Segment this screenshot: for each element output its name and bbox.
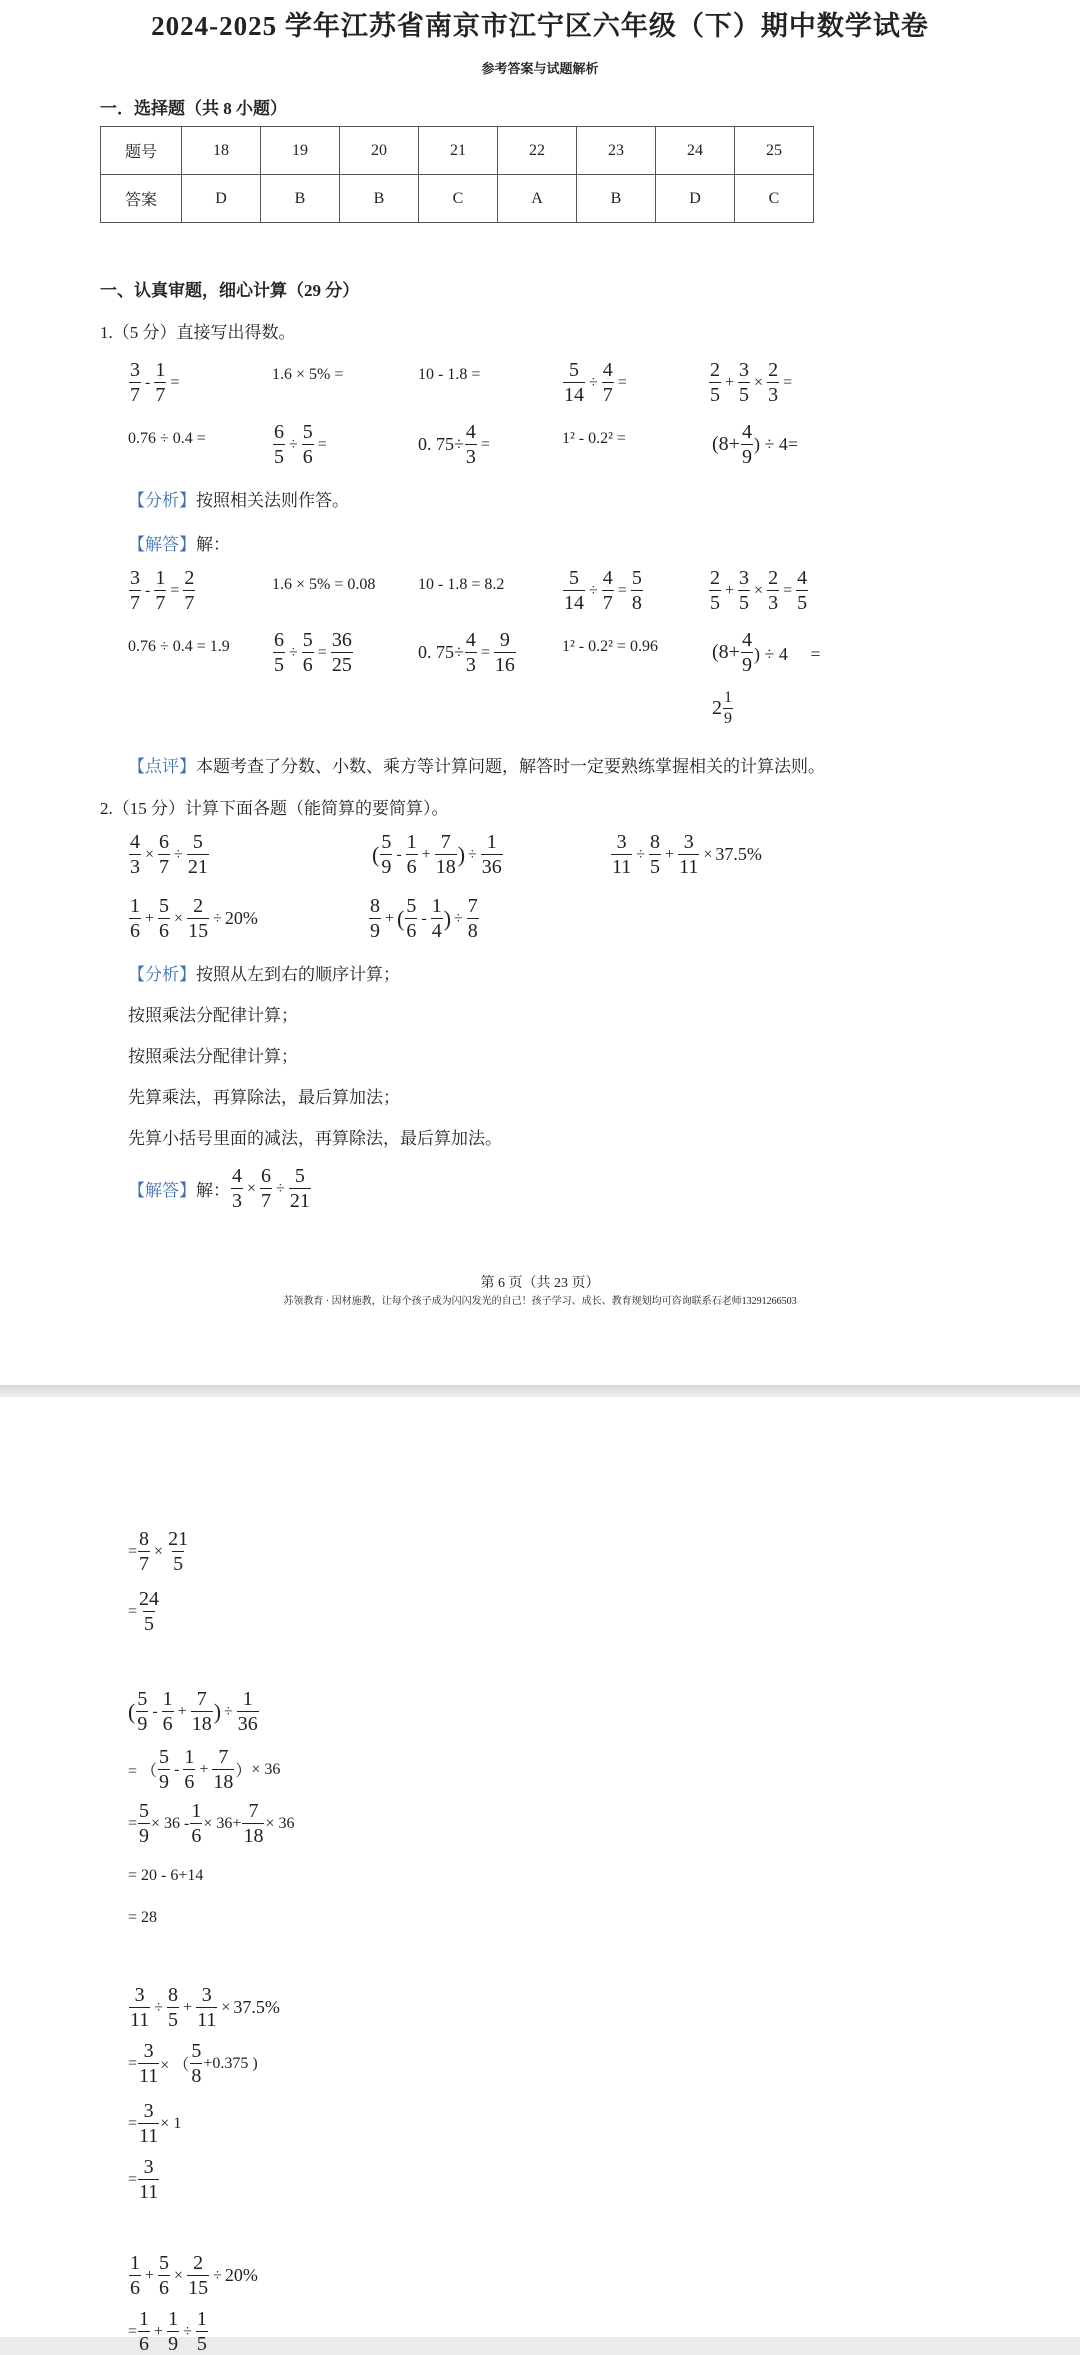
table-cell: 20 <box>340 127 419 175</box>
q1-ans-3: 10 - 1.8 = 8.2 <box>418 576 505 593</box>
page-separator <box>0 1385 1080 1397</box>
q2-analysis-line-2: 按照乘法分配律计算； <box>128 1006 298 1025</box>
s2-line-5: = 28 <box>128 1909 158 1926</box>
table-cell: C <box>419 175 498 223</box>
q2-analysis-line-4: 先算乘法，再算除法，最后算加法； <box>128 1088 400 1107</box>
q1-comment: 【点评】本题考查了分数、小数、乘方等计算问题，解答时一定要熟练掌握相关的计算法则。 <box>128 757 825 776</box>
comment-tag: 【点评】 <box>128 757 196 776</box>
table-header-cell: 题号 <box>101 127 182 175</box>
q2-answer-start: 【解答】 解： $\frac{4}{3}$ × $\frac{6}{7}$ ÷ $\frac{5}{21}$ <box>128 1165 310 1212</box>
q2-expr-5: $\frac{8}{9}$ + ( $\frac{5}{6}$ - $\frac{1}{4}$ ) ÷ $\frac{7}{8}$ <box>370 895 478 942</box>
s3-line-2: = $\frac{3}{11}$ × （ $\frac{5}{8}$ +0.375 ) <box>128 2040 258 2087</box>
table-cell: D <box>656 175 735 223</box>
s2-line-2: = （ $\frac{5}{9}$ - $\frac{1}{6}$ + $\frac{7}{18}$ ） × 36 <box>128 1746 281 1793</box>
choice-section-heading: 一．选择题（共 8 小题） <box>100 99 287 118</box>
table-cell: A <box>498 175 577 223</box>
table-cell: 18 <box>182 127 261 175</box>
answer-table <box>100 126 814 223</box>
page-number: 第 6 页（共 23 页） <box>480 1276 600 1291</box>
answer-tag: 【解答】 <box>128 535 196 554</box>
calc-section-heading: 一、认真审题，细心计算（29 分） <box>100 281 360 300</box>
s2-line-1: ( $\frac{5}{9}$ - $\frac{1}{6}$ + $\frac{7}{18}$ ) ÷ $\frac{1}{36}$ <box>128 1688 258 1735</box>
table-cell: C <box>735 175 814 223</box>
q1-ans-5: $\frac{2}{5}$ + $\frac{3}{5}$ × $\frac{2}{3}$ = $\frac{4}{5}$ <box>710 567 808 614</box>
page-title: 2024-2025 学年江苏省南京市江宁区六年级（下）期中数学试卷 <box>151 11 929 41</box>
q1-expr-8: 0. 75÷ $\frac{4}{3}$ = <box>418 421 490 468</box>
q1-expr-5: $\frac{2}{5}$ + $\frac{3}{5}$ × $\frac{2}{3}$ = <box>710 359 793 406</box>
table-cell: B <box>261 175 340 223</box>
q1-ans-7: $\frac{6}{5}$ ÷ $\frac{5}{6}$ = $\frac{36}{25}$ <box>274 629 352 676</box>
q2-analysis: 【分析】按照从左到右的顺序计算； <box>128 965 400 984</box>
table-cell: 23 <box>577 127 656 175</box>
q1-expr-4: $\frac{5}{14}$ ÷ $\frac{4}{7}$ = <box>564 359 627 406</box>
q1-ans-1: $\frac{3}{7}$ - $\frac{1}{7}$ = $\frac{2}{7}$ <box>130 567 195 614</box>
q1-ans-10-result: 2 $\frac{1}{9}$ <box>712 689 732 727</box>
s4-line-1: $\frac{1}{6}$ + $\frac{5}{6}$ × $\frac{2}{15}$ ÷ 20% <box>130 2252 258 2299</box>
q2-expr-3: $\frac{3}{11}$ ÷ $\frac{8}{5}$ + $\frac{3}{11}$ × 37.5% <box>612 831 762 878</box>
table-cell: D <box>182 175 261 223</box>
table-cell: 19 <box>261 127 340 175</box>
s1-line-3: = $\frac{24}{5}$ <box>128 1588 160 1635</box>
q2-expr-2: ( $\frac{5}{9}$ - $\frac{1}{6}$ + $\frac{7}{18}$ ) ÷ $\frac{1}{36}$ <box>372 831 502 878</box>
s3-line-4: = $\frac{3}{11}$ <box>128 2156 159 2203</box>
q1-ans-6: 0.76 ÷ 0.4 = 1.9 <box>128 638 230 655</box>
q2-stem: 2.（15 分）计算下面各题（能简算的要简算）。 <box>100 799 449 818</box>
table-cell: 25 <box>735 127 814 175</box>
q2-expr-1: $\frac{4}{3}$ × $\frac{6}{7}$ ÷ $\frac{5}{21}$ <box>130 831 208 878</box>
table-cell: B <box>340 175 419 223</box>
q1-ans-4: $\frac{5}{14}$ ÷ $\frac{4}{7}$ = $\frac{5}{8}$ <box>564 567 642 614</box>
table-cell: 21 <box>419 127 498 175</box>
q1-expr-9: 1² - 0.2² = <box>562 430 626 447</box>
q1-ans-9: 1² - 0.2² = 0.96 <box>562 638 658 655</box>
q2-analysis-line-3: 按照乘法分配律计算； <box>128 1047 298 1066</box>
q1-expr-2: 1.6 × 5% = <box>272 366 344 383</box>
q1-expr-10: (8+ $\frac{4}{9}$ ) ÷ 4= <box>712 421 798 468</box>
q1-expr-1: $\frac{3}{7}$ - $\frac{1}{7}$ = <box>130 359 180 406</box>
s4-line-2-partial: = $\frac{1}{6}$ + $\frac{1}{9}$ ÷ $\frac{1}{5}$ <box>128 2308 207 2355</box>
s3-line-3: = $\frac{3}{11}$ × 1 <box>128 2100 182 2147</box>
q1-expr-3: 10 - 1.8 = <box>418 366 481 383</box>
analysis-tag: 【分析】 <box>128 965 196 984</box>
q1-answer-label: 【解答】解： <box>128 535 230 554</box>
s2-line-4: = 20 - 6+14 <box>128 1867 204 1884</box>
table-cell: B <box>577 175 656 223</box>
q2-analysis-line-5: 先算小括号里面的减法，再算除法，最后算加法。 <box>128 1129 502 1148</box>
q2-expr-4: $\frac{1}{6}$ + $\frac{5}{6}$ × $\frac{2}{15}$ ÷ 20% <box>130 895 258 942</box>
q1-ans-10: (8+ $\frac{4}{9}$ ) ÷ 4 = <box>712 629 821 676</box>
table-cell: 22 <box>498 127 577 175</box>
q1-ans-8: 0. 75÷ $\frac{4}{3}$ = $\frac{9}{16}$ <box>418 629 515 676</box>
table-row-answers <box>101 175 814 223</box>
q1-analysis: 【分析】按照相关法则作答。 <box>128 491 349 510</box>
q1-ans-2: 1.6 × 5% = 0.08 <box>272 576 376 593</box>
answer-page-7 <box>0 1397 1080 2355</box>
s2-line-3: = $\frac{5}{9}$ × 36 - $\frac{1}{6}$ × 36+ $\frac{7}{18}$ × 36 <box>128 1800 295 1847</box>
s1-line-2: = $\frac{8}{7}$ × $\frac{21}{5}$ <box>128 1528 189 1575</box>
q1-stem: 1.（5 分）直接写出得数。 <box>100 323 296 342</box>
q1-expr-6: 0.76 ÷ 0.4 = <box>128 430 206 447</box>
footer-ad: 苏领教育 · 因材施教，让每个孩子成为闪闪发光的自己！孩子学习、成长、教育规划均可咨询联系石老师13291266503 <box>283 1296 797 1307</box>
page-subtitle: 参考答案与试题解析 <box>481 61 599 76</box>
table-row-numbers <box>101 127 814 175</box>
table-header-cell: 答案 <box>101 175 182 223</box>
analysis-tag: 【分析】 <box>128 491 196 510</box>
s3-line-1: $\frac{3}{11}$ ÷ $\frac{8}{5}$ + $\frac{3}{11}$ × 37.5% <box>130 1984 280 2031</box>
q1-expr-7: $\frac{6}{5}$ ÷ $\frac{5}{6}$ = <box>274 421 327 468</box>
answer-tag: 【解答】 <box>128 1181 196 1200</box>
table-cell: 24 <box>656 127 735 175</box>
